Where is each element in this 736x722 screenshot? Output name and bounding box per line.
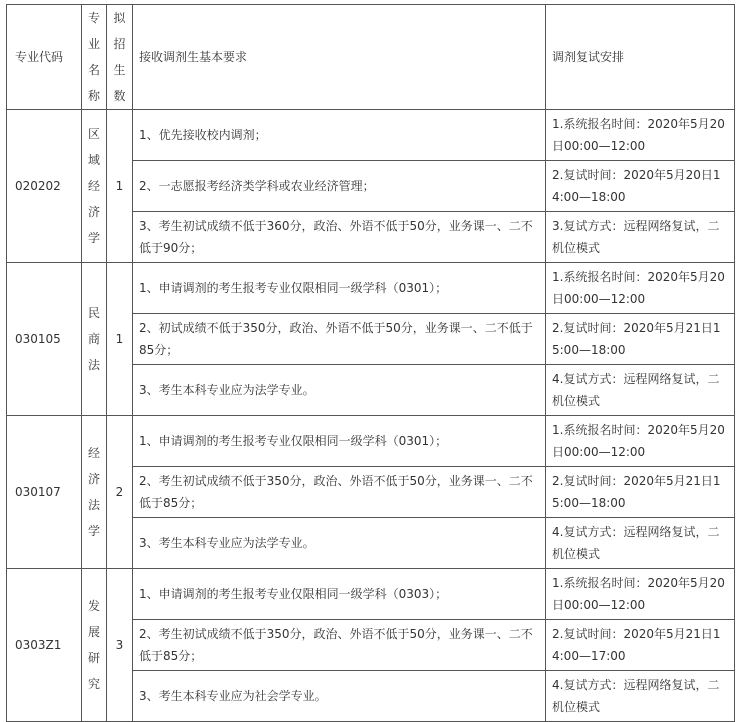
header-row bbox=[7, 5, 735, 110]
major-name: 民商法 bbox=[87, 306, 100, 372]
major-code: 030107 bbox=[7, 416, 82, 569]
requirement-item: 3、考生本科专业应为法学专业。 bbox=[133, 365, 546, 416]
requirement-item: 1、申请调剂的考生报考专业仅限相同一级学科（0301）； bbox=[133, 416, 546, 467]
major-quota: 1 bbox=[107, 110, 133, 263]
header-schedule: 调剂复试安排 bbox=[546, 5, 735, 110]
major-name: 发展研究 bbox=[87, 599, 100, 691]
major-name-cell bbox=[82, 110, 107, 263]
schedule-item: 2.复试时间：2020年5月21日14:00—17:00 bbox=[546, 620, 735, 671]
major-name: 经济法学 bbox=[87, 446, 100, 538]
header-quota-text: 拟招生数 bbox=[113, 11, 126, 103]
header-name-text: 专业名称 bbox=[87, 11, 100, 103]
table-row bbox=[7, 569, 735, 620]
requirement-item: 2、初试成绩不低于350分，政治、外语不低于50分，业务课一、二不低于85分； bbox=[133, 314, 546, 365]
table-row bbox=[7, 263, 735, 314]
major-name-cell bbox=[82, 263, 107, 416]
major-quota: 2 bbox=[107, 416, 133, 569]
requirement-item: 2、考生初试成绩不低于350分，政治、外语不低于50分，业务课一、二不低于85分； bbox=[133, 467, 546, 518]
schedule-item: 1.系统报名时间：2020年5月20日00:00—12:00 bbox=[546, 263, 735, 314]
schedule-item: 4.复试方式：远程网络复试，二机位模式 bbox=[546, 365, 735, 416]
requirement-item: 1、申请调剂的考生报考专业仅限相同一级学科（0301）； bbox=[133, 263, 546, 314]
major-quota: 1 bbox=[107, 263, 133, 416]
requirement-item: 2、考生初试成绩不低于350分，政治、外语不低于50分，业务课一、二不低于85分； bbox=[133, 620, 546, 671]
schedule-item: 2.复试时间：2020年5月21日15:00—18:00 bbox=[546, 314, 735, 365]
requirement-item: 3、考生初试成绩不低于360分，政治、外语不低于50分，业务课一、二不低于90分； bbox=[133, 212, 546, 263]
major-name-cell bbox=[82, 416, 107, 569]
requirement-item: 3、考生本科专业应为法学专业。 bbox=[133, 518, 546, 569]
schedule-item: 3.复试方式：远程网络复试，二机位模式 bbox=[546, 212, 735, 263]
schedule-item: 4.复试方式：远程网络复试，二机位模式 bbox=[546, 671, 735, 722]
major-code: 0303Z1 bbox=[7, 569, 82, 722]
schedule-item: 2.复试时间：2020年5月20日14:00—18:00 bbox=[546, 161, 735, 212]
requirement-item: 1、优先接收校内调剂； bbox=[133, 110, 546, 161]
header-requirements: 接收调剂生基本要求 bbox=[133, 5, 546, 110]
schedule-item: 1.系统报名时间：2020年5月20日00:00—12:00 bbox=[546, 416, 735, 467]
header-code: 专业代码 bbox=[7, 5, 82, 110]
major-name-cell bbox=[82, 569, 107, 722]
table-row bbox=[7, 416, 735, 467]
schedule-item: 1.系统报名时间：2020年5月20日00:00—12:00 bbox=[546, 569, 735, 620]
admissions-table bbox=[6, 4, 735, 722]
requirement-item: 1、申请调剂的考生报考专业仅限相同一级学科（0303）； bbox=[133, 569, 546, 620]
major-name: 区域经济学 bbox=[87, 127, 100, 245]
major-code: 030105 bbox=[7, 263, 82, 416]
schedule-item: 4.复试方式：远程网络复试，二机位模式 bbox=[546, 518, 735, 569]
header-name bbox=[82, 5, 107, 110]
table-row bbox=[7, 110, 735, 161]
requirement-item: 3、考生本科专业应为社会学专业。 bbox=[133, 671, 546, 722]
schedule-item: 1.系统报名时间：2020年5月20日00:00—12:00 bbox=[546, 110, 735, 161]
header-quota bbox=[107, 5, 133, 110]
schedule-item: 2.复试时间：2020年5月21日15:00—18:00 bbox=[546, 467, 735, 518]
requirement-item: 2、一志愿报考经济类学科或农业经济管理； bbox=[133, 161, 546, 212]
major-code: 020202 bbox=[7, 110, 82, 263]
major-quota: 3 bbox=[107, 569, 133, 722]
